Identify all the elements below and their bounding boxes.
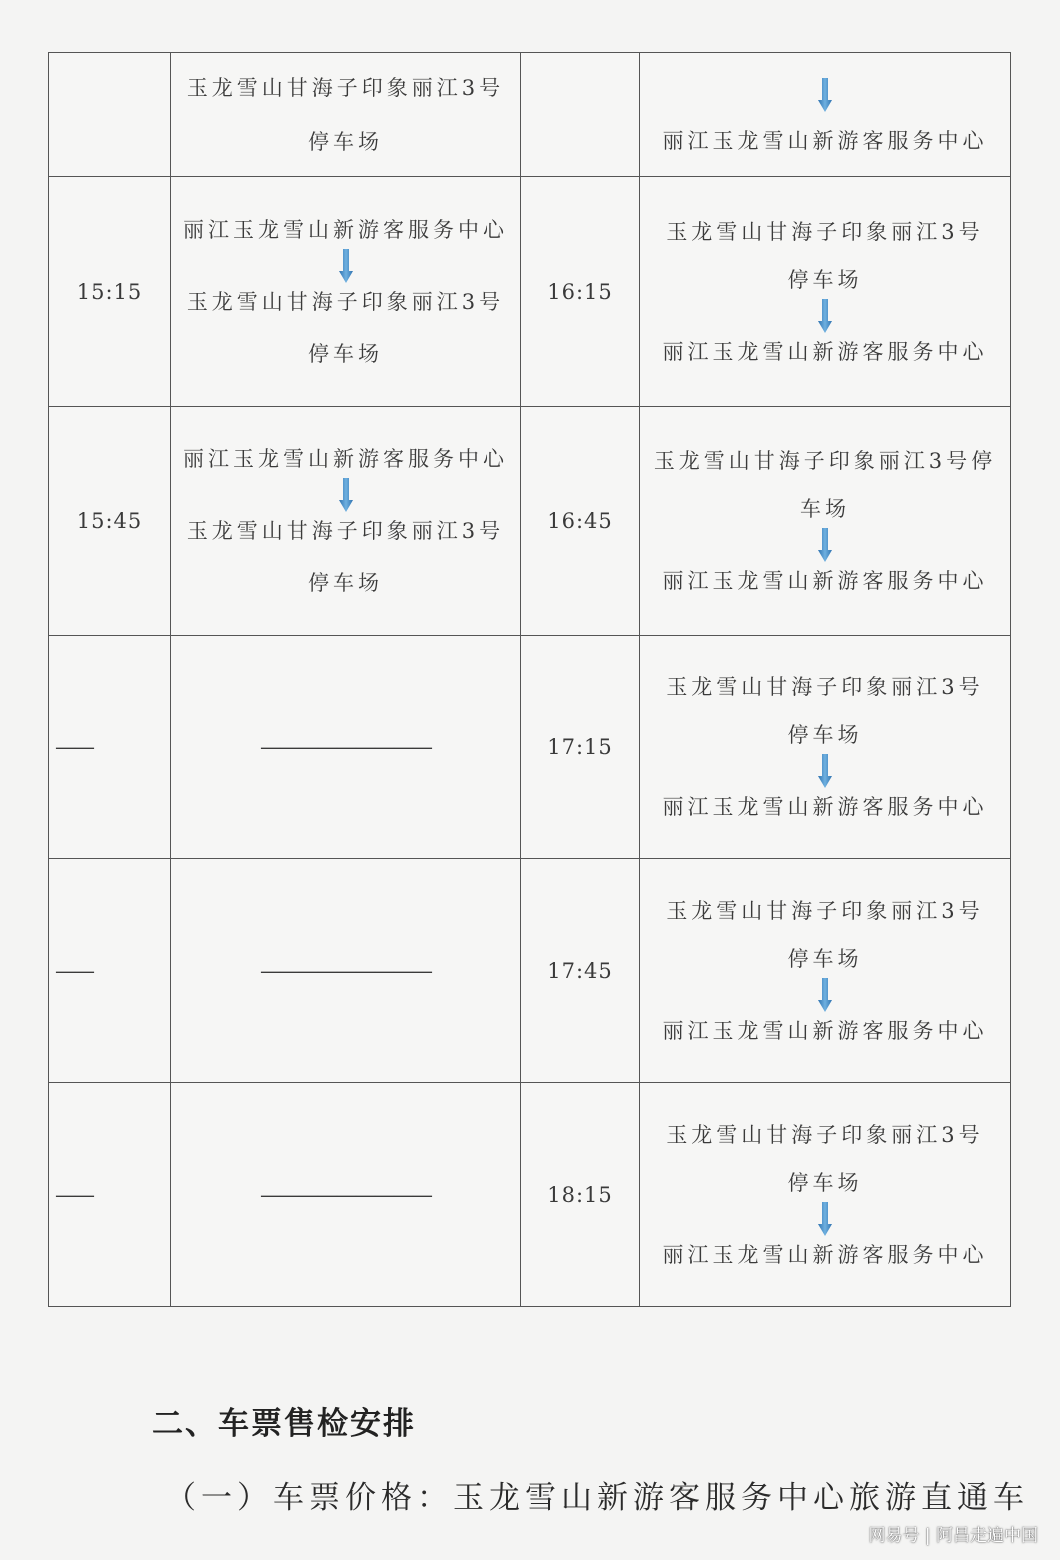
route-destination: 丽江玉龙雪山新游客服务中心 <box>662 128 988 153</box>
return-time-cell: 16:15 <box>521 177 640 407</box>
table-row <box>49 177 1011 407</box>
return-time-cell <box>521 53 640 177</box>
down-arrow-icon <box>818 299 832 333</box>
section-heading: 二、车票售检安排 <box>152 1406 416 1442</box>
route-origin: 丽江玉龙雪山新游客服务中心 <box>183 217 508 242</box>
return-time-cell: 17:45 <box>521 859 640 1083</box>
down-arrow-icon <box>818 78 832 112</box>
table-row <box>49 53 1011 177</box>
down-arrow-icon <box>818 528 832 562</box>
departure-route-cell <box>171 53 521 177</box>
bus-schedule-table <box>48 52 1011 1307</box>
departure-time-cell: 15:15 <box>49 177 171 407</box>
return-route-cell <box>640 407 1011 636</box>
route-origin-cont: 停车场 <box>787 723 863 747</box>
route-destination: 丽江玉龙雪山新游客服务中心 <box>662 1242 988 1267</box>
down-arrow-icon <box>339 478 353 512</box>
section-subheading: （一）车票价格：玉龙雪山新游客服务中心旅游直通车 <box>165 1480 1029 1516</box>
down-arrow-icon <box>339 249 353 283</box>
departure-time-cell: —— <box>49 859 171 1083</box>
departure-route-cell: ————————— <box>171 1083 521 1307</box>
down-arrow-icon <box>818 978 832 1012</box>
departure-time-cell: 15:45 <box>49 407 171 636</box>
route-destination: 丽江玉龙雪山新游客服务中心 <box>662 339 988 364</box>
departure-time-cell: —— <box>49 1083 171 1307</box>
return-time-cell: 17:15 <box>521 636 640 859</box>
departure-time-cell: —— <box>49 636 171 859</box>
route-origin-cont: 车场 <box>800 497 850 521</box>
table-row <box>49 859 1011 1083</box>
return-route-cell <box>640 1083 1011 1307</box>
route-destination: 丽江玉龙雪山新游客服务中心 <box>662 1018 988 1043</box>
watermark: 网易号 | 阿昌走遍中国 <box>868 1526 1038 1546</box>
route-destination: 玉龙雪山甘海子印象丽江3号 <box>186 289 505 314</box>
route-origin: 玉龙雪山甘海子印象丽江3号 <box>666 898 984 923</box>
table-row <box>49 407 1011 636</box>
return-time-cell: 16:45 <box>521 407 640 636</box>
departure-route-cell <box>171 177 521 407</box>
departure-time-cell <box>49 53 171 177</box>
return-time-cell: 18:15 <box>521 1083 640 1307</box>
route-origin-cont: 停车场 <box>787 946 863 971</box>
table-row <box>49 1083 1011 1307</box>
departure-route-cell <box>171 407 521 636</box>
route-origin: 玉龙雪山甘海子印象丽江3号 <box>666 1122 984 1147</box>
route-origin-cont: 停车场 <box>787 1170 863 1195</box>
departure-route-cell: ————————— <box>171 636 521 859</box>
route-destination: 玉龙雪山甘海子印象丽江3号 <box>186 75 505 100</box>
route-destination-cont: 停车场 <box>308 129 383 154</box>
route-origin: 丽江玉龙雪山新游客服务中心 <box>183 447 508 471</box>
route-destination-cont: 停车场 <box>308 571 383 595</box>
route-destination: 丽江玉龙雪山新游客服务中心 <box>662 569 988 593</box>
route-destination: 玉龙雪山甘海子印象丽江3号 <box>186 519 505 543</box>
route-destination: 丽江玉龙雪山新游客服务中心 <box>662 795 988 819</box>
down-arrow-icon <box>818 1202 832 1236</box>
return-route-cell <box>640 53 1011 177</box>
return-route-cell <box>640 859 1011 1083</box>
route-origin: 玉龙雪山甘海子印象丽江3号停 <box>653 449 997 473</box>
table-row <box>49 636 1011 859</box>
route-destination-cont: 停车场 <box>308 341 383 366</box>
route-origin-cont: 停车场 <box>787 267 863 292</box>
return-route-cell <box>640 177 1011 407</box>
route-origin: 玉龙雪山甘海子印象丽江3号 <box>666 219 984 244</box>
return-route-cell <box>640 636 1011 859</box>
down-arrow-icon <box>818 754 832 788</box>
route-origin: 玉龙雪山甘海子印象丽江3号 <box>666 675 984 699</box>
departure-route-cell: ————————— <box>171 859 521 1083</box>
